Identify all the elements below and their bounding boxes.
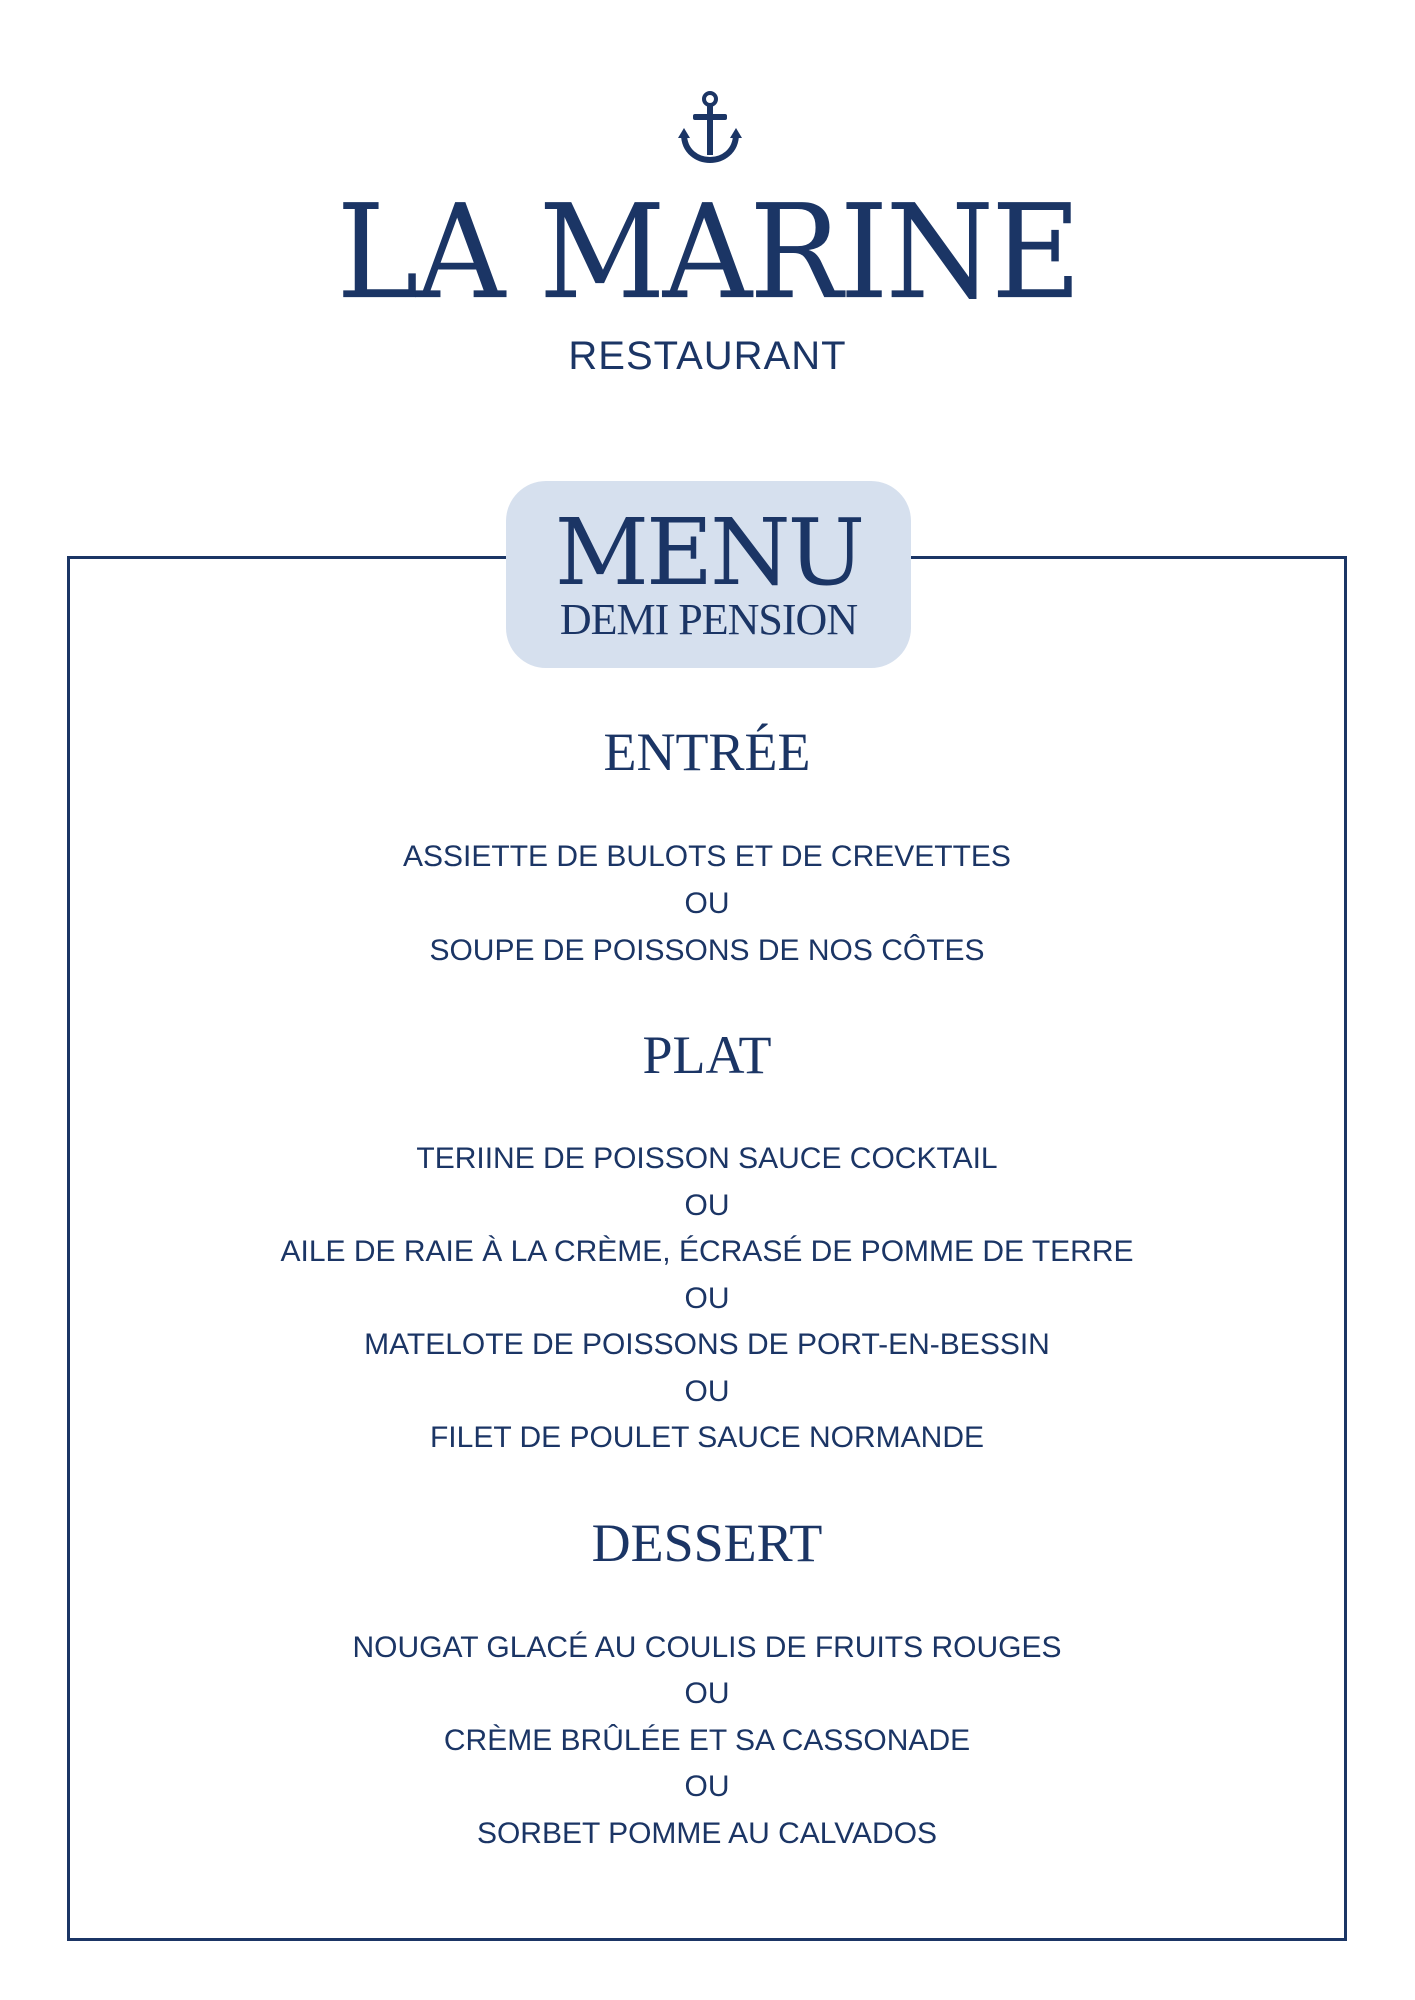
dish-line: AILE DE RAIE À LA CRÈME, ÉCRASÉ DE POMME DE TERRE [280,1235,1134,1268]
menu-subtitle: DEMI PENSION [559,595,858,644]
section-heading-dessert: DESSERT [591,1513,823,1573]
dish-separator: OU [684,1189,730,1222]
section-heading-entree: ENTRÉE [603,722,811,782]
restaurant-name: LA MARINE [336,177,1079,329]
dish-line: SOUPE DE POISSONS DE NOS CÔTES [429,934,985,967]
dish-line: CRÈME BRÛLÉE ET SA CASSONADE [443,1724,971,1757]
dish-separator: OU [684,887,730,920]
dish-line: NOUGAT GLACÉ AU COULIS DE FRUITS ROUGES [352,1631,1062,1664]
dish-line: SORBET POMME AU CALVADOS [476,1817,938,1850]
dish-line: FILET DE POULET SAUCE NORMANDE [429,1421,984,1454]
dish-separator: OU [684,1677,730,1710]
menu-title: MENU [554,499,863,606]
dish-separator: OU [684,1282,730,1315]
menu-badge [506,481,911,668]
section-heading-plat: PLAT [642,1025,772,1085]
dish-separator: OU [684,1770,730,1803]
dish-line: ASSIETTE DE BULOTS ET DE CREVETTES [403,840,1011,873]
dish-line: TERIINE DE POISSON SAUCE COCKTAIL [416,1142,998,1175]
dish-line: MATELOTE DE POISSONS DE PORT-EN-BESSIN [364,1328,1050,1361]
dish-separator: OU [684,1375,730,1408]
anchor-icon [678,90,742,166]
restaurant-subtitle: RESTAURANT [568,334,847,378]
